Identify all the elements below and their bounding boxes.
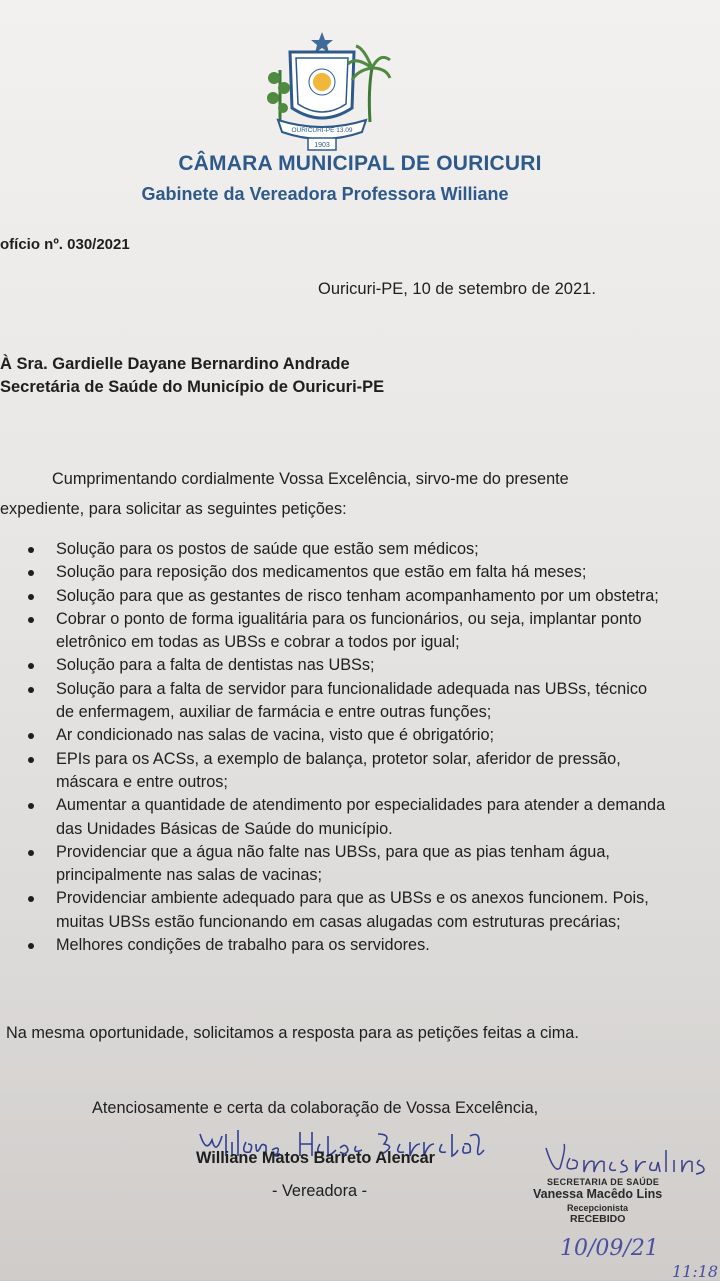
petition-item: Solução para que as gestantes de risco tenham acompanhamento por um obstetra; [28, 585, 668, 608]
closing-paragraph: Na mesma oportunidade, solicitamos a resposta para as petições feitas a cima. [6, 1024, 579, 1042]
petition-item: Melhores condições de trabalho para os servidores. [28, 934, 668, 957]
received-time-handwritten: 11:18 [672, 1262, 719, 1281]
petition-item: Solução para os postos de saúde que estão sem médicos; [28, 538, 668, 561]
stamp-status: RECEBIDO [570, 1213, 626, 1225]
office-subtitle: Gabinete da Vereadora Professora Williane [141, 184, 509, 204]
crest-ribbon-text: OURICURI-PE 13.09 [291, 127, 353, 134]
municipal-crest-logo [252, 30, 392, 158]
petition-item: EPIs para os ACSs, a exemplo de balança, protetor solar, aferidor de pressão, máscara e entre outros; [28, 748, 668, 795]
petition-item: Cobrar o ponto de forma igualitária para os funcionários, ou seja, implantar ponto eletrônico em todas as UBSs e cobrar a todos por igual; [28, 608, 668, 655]
place-and-date: Ouricuri-PE, 10 de setembro de 2021. [318, 280, 596, 298]
crest-year: 1903 [314, 142, 330, 149]
petition-list [28, 538, 668, 957]
intro-paragraph-line-1: Cumprimentando cordialmente Vossa Excelência, sirvo-me do presente [52, 470, 569, 488]
petition-item: Solução para reposição dos medicamentos que estão em falta há meses; [28, 561, 668, 584]
petition-item: Solução para a falta de servidor para funcionalidade adequada nas UBSs, técnico de enfermagem, auxiliar de farmácia e entre outras funções; [28, 678, 668, 725]
stamp-department: SECRETARIA DE SAÚDE [547, 1177, 660, 1187]
chamber-title: CÂMARA MUNICIPAL DE OURICURI [178, 152, 542, 175]
stamp-receiver-role: Recepcionista [567, 1203, 629, 1213]
letter-reference-number: ofício nº. 030/2021 [0, 236, 130, 253]
petition-item: Providenciar ambiente adequado para que as UBSs e os anexos funcionem. Pois, muitas UBSs estão funcionando em casas alugadas com estruturas precárias; [28, 887, 668, 934]
signatory-role: - Vereadora - [272, 1182, 368, 1200]
petition-item: Providenciar que a água não falte nas UBSs, para que as pias tenham água, principalmente nas salas de vacinas; [28, 841, 668, 888]
received-date-handwritten: 10/09/21 [560, 1236, 659, 1261]
recipient-name: À Sra. Gardielle Dayane Bernardino Andrade [0, 355, 350, 373]
recipient-title: Secretária de Saúde do Município de Ouricuri-PE [0, 378, 385, 396]
petition-item: Solução para a falta de dentistas nas UBSs; [28, 654, 668, 677]
stamp-receiver-name: Vanessa Macêdo Lins [533, 1187, 663, 1201]
petition-item: Aumentar a quantidade de atendimento por especialidades para atender a demanda das Unidades Básicas de Saúde do município. [28, 794, 668, 841]
intro-paragraph-line-2: expediente, para solicitar as seguintes petições: [0, 500, 347, 518]
signatory-name: Williane Matos Barreto Alencar [196, 1149, 436, 1167]
regards-line: Atenciosamente e certa da colaboração de Vossa Excelência, [92, 1099, 539, 1117]
petition-item: Ar condicionado nas salas de vacina, visto que é obrigatório; [28, 724, 668, 747]
